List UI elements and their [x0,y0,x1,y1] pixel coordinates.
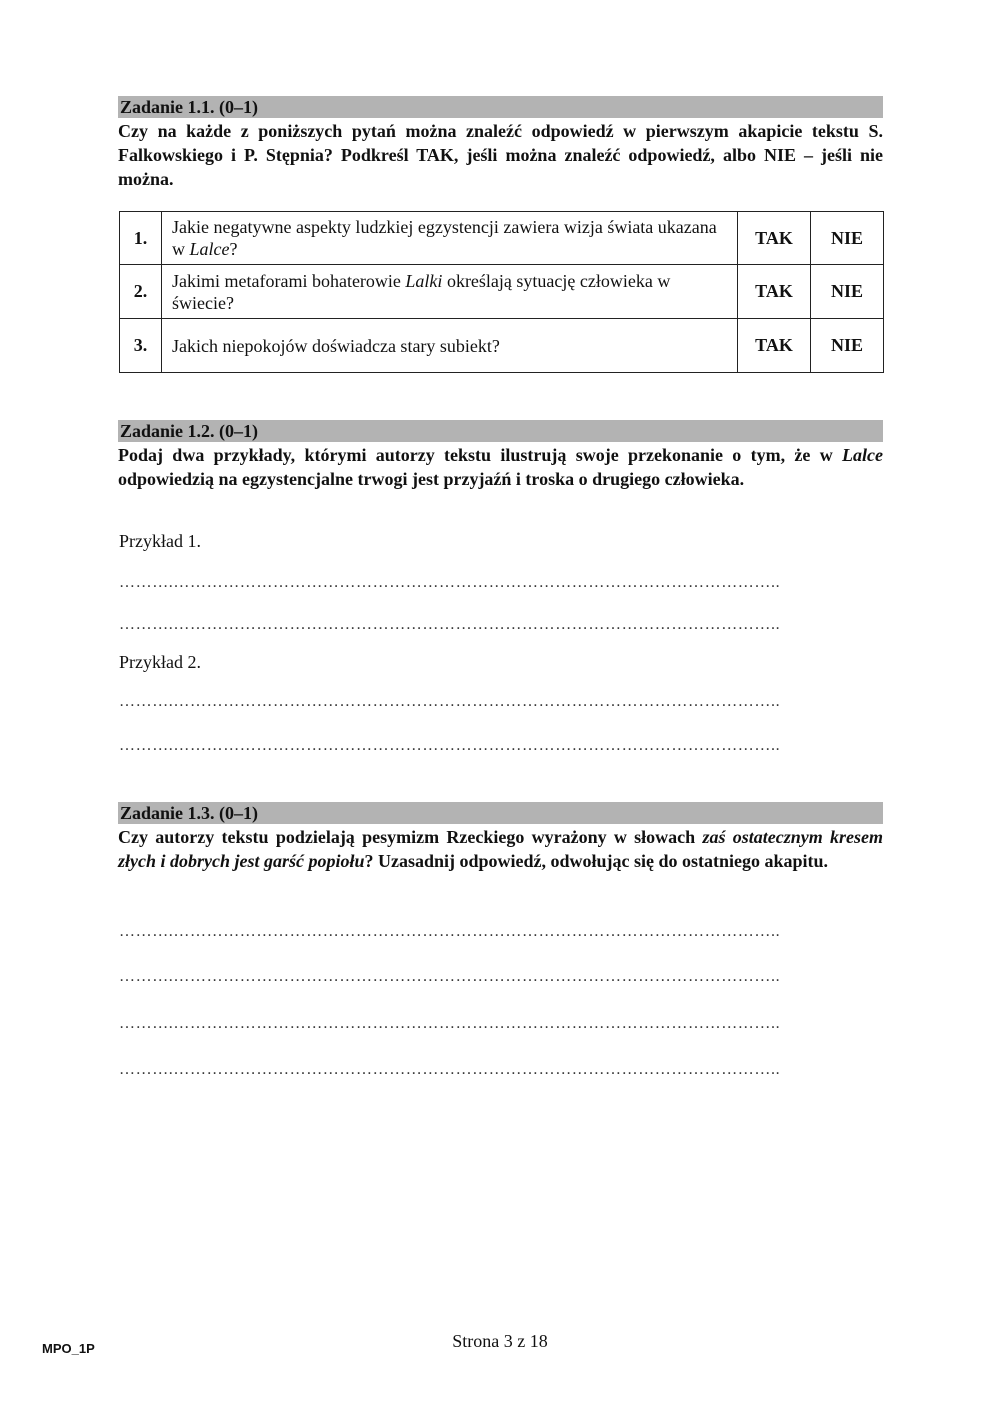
exam-code: MPO_1P [42,1341,95,1356]
row-number: 1. [120,212,162,265]
row-number: 3. [120,319,162,373]
answer-line[interactable]: ……….……………………………………………………………………………………………….. [119,923,781,940]
example-1-label: Przykład 1. [119,531,201,551]
option-tak[interactable]: TAK [738,212,811,265]
answer-line[interactable]: ……….……………………………………………………………………………………………….. [119,968,781,985]
task-1-1-header: Zadanie 1.1. (0–1) [118,96,883,118]
task-1-1-prompt: Czy na każde z poniższych pytań można znaleźć odpowiedź w pierwszym akapicie tekstu S. Falkowskiego i P. Stępnia? Podkreśl TAK, jeśli można znaleźć odpowiedź, albo NIE – jeśli nie można. [118,121,883,189]
table-row [120,212,884,265]
option-nie[interactable]: NIE [811,319,884,373]
task-1-3-header: Zadanie 1.3. (0–1) [118,802,883,824]
answer-line[interactable]: ……….……………………………………………………………………………………………….. [119,1015,781,1032]
option-nie[interactable]: NIE [811,265,884,319]
task-1-2-header: Zadanie 1.2. (0–1) [118,420,883,442]
option-nie[interactable]: NIE [811,212,884,265]
example-2-label: Przykład 2. [119,652,201,672]
answer-line[interactable]: ……….……………………………………………………………………………………………….. [119,616,781,633]
task-1-3-prompt: Czy autorzy tekstu podzielają pesymizm Rzeckiego wyrażony w słowach zaś ostatecznym kresem złych i dobrych jest garść popiołu? Uzasadnij odpowiedź, odwołując się do ostatniego akapitu. [118,827,883,871]
option-tak[interactable]: TAK [738,319,811,373]
answer-line[interactable]: ……….……………………………………………………………………………………………….. [119,693,781,710]
answer-line[interactable]: ……….……………………………………………………………………………………………….. [119,737,781,754]
question-text: Jakich niepokojów doświadcza stary subiekt? [162,319,738,373]
row-number: 2. [120,265,162,319]
answer-table [119,211,884,373]
task-1-2-prompt: Podaj dwa przykłady, którymi autorzy tekstu ilustrują swoje przekonanie o tym, że w Lalce odpowiedzią na egzystencjalne trwogi jest przyjaźń i troska o drugiego człowieka. [118,445,883,489]
option-tak[interactable]: TAK [738,265,811,319]
question-text: Jakimi metaforami bohaterowie Lalki określają sytuację człowieka w świecie? [162,265,738,319]
table-row [120,319,884,373]
answer-line[interactable]: ……….……………………………………………………………………………………………….. [119,574,781,591]
answer-line[interactable]: ……….……………………………………………………………………………………………….. [119,1061,781,1078]
question-text: Jakie negatywne aspekty ludzkiej egzystencji zawiera wizja świata ukazana w Lalce? [162,212,738,265]
page-number: Strona 3 z 18 [452,1331,548,1351]
table-row [120,265,884,319]
